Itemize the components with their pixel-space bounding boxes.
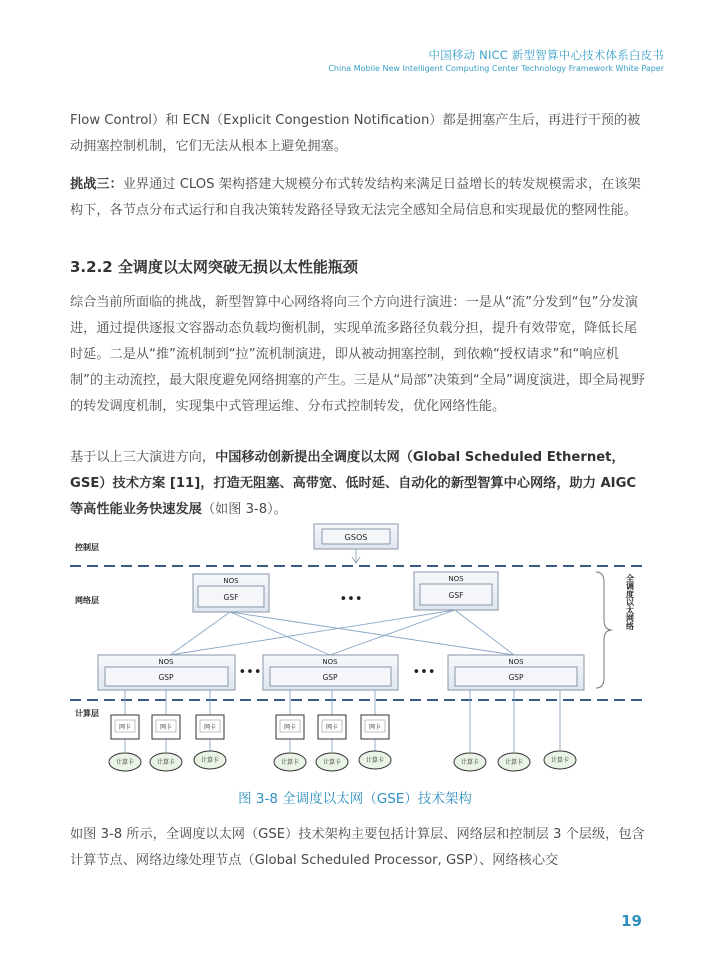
nic-4-label: 网卡 — [283, 724, 297, 731]
gsf-1-nos: NOS — [223, 577, 239, 585]
gpu-4 — [274, 753, 306, 771]
nic-2 — [152, 715, 180, 739]
nic-6 — [361, 715, 389, 739]
section-heading: 3.2.2 全调度以太网突破无损以太性能瓶颈 — [70, 258, 358, 276]
p4-suffix: （如图 3-8）。 — [201, 502, 287, 517]
gsp-2-label: GSP — [322, 673, 338, 682]
gsp-2-nos: NOS — [322, 658, 338, 666]
nic-5-label: 网卡 — [325, 724, 339, 731]
compute-layer — [109, 690, 576, 771]
nic-3-label: 网卡 — [203, 724, 217, 731]
layer-label-control: 控制层 — [75, 543, 99, 552]
gpu-8-label: 计算卡 — [504, 759, 524, 766]
challenge-3-label: 挑战三： — [70, 177, 123, 192]
gpu-2 — [150, 753, 182, 771]
gsp-3-nos: NOS — [508, 658, 524, 666]
challenge-3-text: 业界通过 CLOS 架构搭建大规模分布式转发结构来满足日益增长的转发规模需求，在该架构下，各节点分布式运行和自我决策转发路径导致无法完全感知全局信息和实现最优的整网性能。 — [70, 177, 641, 218]
layer-label-compute: 计算层 — [75, 709, 99, 718]
gpu-4-label: 计算卡 — [280, 759, 300, 766]
gpu-1 — [109, 753, 141, 771]
gpu-5 — [316, 753, 348, 771]
gsf-1-label: GSF — [223, 593, 239, 602]
gsp-node-1 — [98, 655, 235, 690]
gsp-node-2 — [263, 655, 398, 690]
paragraph-3: 综合当前所面临的挑战，新型智算中心网络将向三个方向进行演进：一是从“流”分发到“包”分发演进，通过提供逐报文容器动态负载均衡机制，实现单流多路径负载分担，提升有效带宽，降低长尾时延。二是从“推”流机制到“拉”流机制演进，即从被动拥塞控制，到依赖“授权请求”和“响应机制”的主动流控，最大限度避免网络拥塞的产生。三是从“局部”决策到“全局”调度演进，即全局视野的转发调度机制，实现集中式管理运维、分布式控制转发，优化网络性能。 — [70, 295, 645, 414]
nic-4 — [276, 715, 304, 739]
gpu-9 — [544, 751, 576, 769]
gsf-2-label: GSF — [448, 591, 464, 600]
gpu-9-label: 计算卡 — [550, 757, 570, 764]
gsp-1-label: GSP — [158, 673, 174, 682]
gsos-controller — [314, 524, 398, 563]
gsp-node-3 — [448, 655, 584, 690]
fabric-links — [170, 610, 514, 655]
header-title-en: China Mobile New Intelligent Computing Center Technology Framework White Paper — [328, 64, 664, 73]
gpu-6-label: 计算卡 — [365, 757, 385, 764]
side-label: 全调度以太网络 — [625, 574, 635, 630]
gsp-1-nos: NOS — [158, 658, 174, 666]
gsf-node-2 — [414, 572, 498, 610]
p4-prefix: 基于以上三大演进方向， — [70, 450, 216, 465]
figure-caption: 图 3-8 全调度以太网（GSE）技术架构 — [238, 791, 472, 807]
gsos-label: GSOS — [344, 533, 368, 542]
nic-2-label: 网卡 — [159, 724, 173, 731]
gpu-8 — [498, 753, 530, 771]
paragraph-5: 如图 3-8 所示，全调度以太网（GSE）技术架构主要包括计算层、网络层和控制层 3 个层级，包含计算节点、网络边缘处理节点（Global Scheduled Processor, GSP）、网络核心交 — [70, 827, 645, 868]
gpu-3 — [194, 751, 226, 769]
p4-bold: 中国移动创新提出全调度以太网（Global Scheduled Ethernet，GSE）技术方案 [11]，打造无阻塞、高带宽、低时延、自动化的新型智算中心网络，助力 AIGC 等高性能业务快速发展 — [70, 450, 637, 517]
gpu-3-label: 计算卡 — [200, 757, 220, 764]
side-brace — [596, 572, 612, 688]
gpu-7 — [454, 753, 486, 771]
page-number: 19 — [621, 912, 642, 930]
gpu-6 — [359, 751, 391, 769]
nic-1 — [111, 715, 139, 739]
gpu-5-label: 计算卡 — [322, 759, 342, 766]
gsf-ellipsis: ••• — [339, 592, 363, 607]
paragraph-1: Flow Control）和 ECN（Explicit Congestion Notification）都是拥塞产生后，再进行干预的被动拥塞控制机制，它们无法从根本上避免拥塞。 — [70, 113, 641, 154]
gpu-7-label: 计算卡 — [460, 759, 480, 766]
nic-5 — [318, 715, 346, 739]
gsp-3-label: GSP — [508, 673, 524, 682]
nic-3 — [196, 715, 224, 739]
gsf-node-1 — [193, 574, 269, 612]
gpu-2-label: 计算卡 — [156, 759, 176, 766]
layer-label-network: 网络层 — [75, 596, 99, 605]
gsp-ellipsis-2: ••• — [412, 665, 436, 680]
header-title-cn: 中国移动 NICC 新型智算中心技术体系白皮书 — [428, 48, 664, 62]
nic-6-label: 网卡 — [368, 724, 382, 731]
gsf-2-nos: NOS — [448, 575, 464, 583]
gpu-1-label: 计算卡 — [115, 759, 135, 766]
nic-1-label: 网卡 — [118, 724, 132, 731]
gsp-ellipsis-1: ••• — [238, 665, 262, 680]
